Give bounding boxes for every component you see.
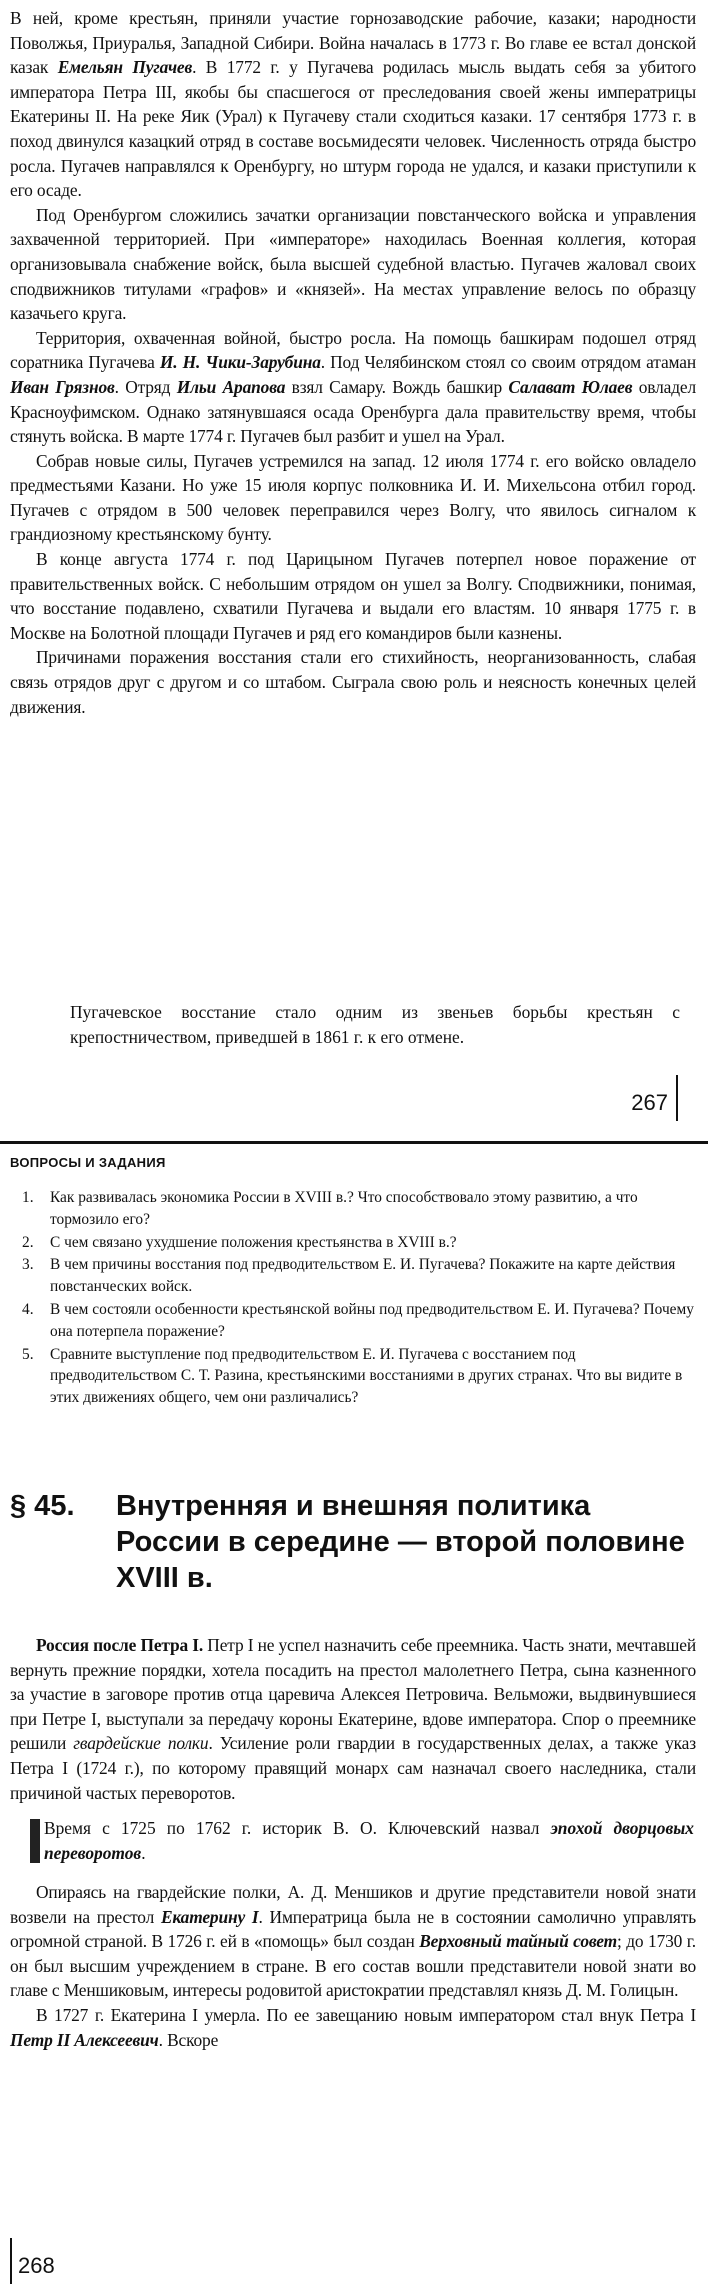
paragraph xyxy=(10,547,696,645)
question-number: 5. xyxy=(22,1345,34,1363)
question-number: 1. xyxy=(22,1189,34,1206)
question-number: 4. xyxy=(22,1300,34,1318)
paragraph xyxy=(10,449,696,547)
question-text: В чем причины восстания под предводительством Е. И. Пугачева? Покажите на карте действия повстанческих войск. xyxy=(50,1256,676,1296)
question-item xyxy=(22,1344,698,1409)
question-text: В чем состояли особенности крестьянской войны под предводительством Е. И. Пугачева? Почему она потерпела поражение? xyxy=(50,1300,694,1340)
emphasis-name: Петр II Алексеевич xyxy=(10,2029,159,2050)
page-number-rule xyxy=(10,2238,12,2284)
note-marker xyxy=(30,1819,40,1863)
page-number: 267 xyxy=(631,1090,668,1115)
section-title-line-3: XVIII в. xyxy=(116,1562,213,1594)
text-run: Территория, охваченная войной, быстро росла. На помощь башкирам подошел отряд соратника Пугачева xyxy=(10,327,696,373)
text-run: Под Оренбургом сложились зачатки организации повстанческого войска и управления захваченной территорией. При «императоре» находилась Военная коллегия, которая организовывала снабжение войск, была высшей судебной властью. Пугачев жаловал своих сподвижников титулами «графов» и «князей». На местах управление велось по образцу казачьего круга. xyxy=(10,204,696,324)
questions-heading: ВОПРОСЫ И ЗАДАНИЯ xyxy=(10,1155,166,1170)
text-run: . xyxy=(141,1843,146,1863)
emphasis-name: И. Н. Чики-Зарубина xyxy=(159,352,321,373)
text-run: В ней, кроме крестьян, приняли участие горнозаводские рабочие, казаки; народности Поволжья, Приуралья, Западной Сибири. Война началась в 1773 г. Во главе ее встал донской казак xyxy=(10,8,696,78)
emphasis-name: Салават Юлаев xyxy=(508,376,633,397)
section-title-line-2: России в середине — второй половине xyxy=(116,1526,685,1558)
question-item xyxy=(22,1232,698,1254)
question-text: С чем связано ухудшение положения крестьянства в XVIII в.? xyxy=(50,1233,457,1251)
question-item xyxy=(22,1299,698,1343)
section-body-part-1 xyxy=(10,1633,696,1805)
paragraph xyxy=(10,326,696,449)
emphasis-name: Иван Грязнов xyxy=(10,376,115,397)
conclusion-note: Пугачевское восстание стало одним из звеньев борьбы крестьян с крепостничеством, приведшей в 1861 г. к его отмене. xyxy=(70,1002,680,1047)
emphasis-name: Емельян Пугачев xyxy=(57,57,193,78)
text-run: ; до 1730 г. он был высшим учреждением в стране. В его состав вошли представители новой знати во главе с Меншиковым, интересы родовитой аристократии представлял князь Д. М. Голицын. xyxy=(10,1931,696,2001)
question-text: Как развивалась экономика России в XVIII в.? Что способствовало этому развитию, а что тормозило его? xyxy=(50,1189,638,1228)
text-run: . Усиление роли гвардии в государственных делах, а также указ Петра I (1724 г.), по которому правящий монарх сам назначал своего наследника, стали причиной частых переворотов. xyxy=(10,1733,696,1803)
paragraph xyxy=(10,6,696,203)
paragraph xyxy=(10,1633,696,1805)
question-number: 3. xyxy=(22,1256,34,1274)
questions-list xyxy=(22,1187,698,1410)
paragraph xyxy=(10,203,696,326)
text-run: В 1727 г. Екатерина I умерла. По ее завещанию новым императором стал внук Петра I xyxy=(36,2004,696,2025)
emphasis-name: Ильи Арапова xyxy=(176,376,286,397)
text-run: . Отряд xyxy=(114,376,177,397)
text-run: Собрав новые силы, Пугачев устремился на запад. 12 июля 1774 г. его войско овладело предместьями Казани. Но уже 15 июля корпус полковника И. И. Михельсона отбил город. Пугачев с отрядом в 500 человек переправился через Волгу, что явилось сигналом к грандиозному крестьянскому бунту. xyxy=(10,450,696,545)
question-number: 2. xyxy=(22,1233,34,1251)
emphasis-name: Екатерину I xyxy=(160,1906,259,1927)
text-run: . Императрица была не в состоянии самолично управлять огромной страной. В 1726 г. ей в «помощь» был создан xyxy=(10,1906,697,1952)
text-run: . Вскоре xyxy=(158,2029,219,2050)
page-268 xyxy=(0,1143,708,2294)
paragraph-lead: Россия после Петра I. xyxy=(36,1635,204,1655)
main-text-column xyxy=(10,6,696,719)
page-number: 268 xyxy=(18,2253,55,2278)
question-item xyxy=(22,1187,698,1231)
question-item xyxy=(22,1254,698,1298)
text-run: В конце августа 1774 г. под Царицыном Пугачев потерпел новое поражение от правительственных войск. С небольшим отрядом он ушел за Волгу. Сподвижники, понимая, что восстание подавлено, схватили Пугачева и выдали его властям. 10 января 1775 г. в Москве на Болотной площади Пугачев и ряд его командиров были казнены. xyxy=(10,549,696,643)
question-text: Сравните выступление под предводительством Е. И. Пугачева с восстанием под предводительством С. Т. Разина, крестьянскими восстаниями в других странах. Что вы видите в этих движениях общего, чем они различались? xyxy=(50,1345,683,1407)
page-267 xyxy=(0,0,708,1143)
historian-note xyxy=(44,1816,694,1866)
paragraph xyxy=(10,645,696,719)
text-run: Время с 1725 по 1762 г. историк В. О. Ключевский назвал xyxy=(44,1818,551,1838)
text-run: овладел Красноуфимском. Однако затянувшаяся осада Оренбурга дала правительству время, чтобы стянуть войска. В марте 1774 г. Пугачев был разбит и ушел на Урал. xyxy=(10,376,696,447)
text-run: взял Самару. Вождь башкир xyxy=(285,376,509,397)
section-title xyxy=(10,1488,700,1596)
section-number: § 45. xyxy=(10,1490,75,1522)
emphasis-term: гвардейские полки xyxy=(73,1733,209,1754)
section-title-line-1: Внутренняя и внешняя политика xyxy=(116,1490,591,1522)
text-run: . Под Челябинском стоял со своим отрядом атаман xyxy=(320,352,696,373)
text-body-page-267 xyxy=(10,6,696,719)
text-run: Причинами поражения восстания стали его стихийность, неорганизованность, слабая связь отрядов друг с другом и со штабом. Сыграла свою роль и неясность конечных целей движения. xyxy=(10,647,696,717)
emphasis-name: Верховный тайный совет xyxy=(419,1931,617,1952)
text-run: . В 1772 г. у Пугачева родилась мысль выдать себя за убитого императора Петра III, якобы бы спасшегося от преследования своей жены императрицы Екатерины II. На реке Яик (Урал) к Пугачеву стали сходиться казаки. 17 сентября 1773 г. в поход двинулся казацкий отряд в составе восьмидесяти человек. Численность отряда быстро росла. Пугачев направлялся к Оренбургу, но штурм города не удался, и казаки приступили к его осаде. xyxy=(10,57,696,201)
emphasis-name: эпохой дворцовых переворотов xyxy=(44,1818,695,1863)
text-run: Петр I не успел назначить себе преемника. Часть знати, мечтавшей вернуть прежние порядки, хотела посадить на престол малолетнего Петра, сына казненного за участие в заговоре против отца царевича Алексея Петровича. Вельможи, выдвинувшиеся при Петре I, выступали за передачу короны Екатерине, вдове императора. Спор о преемнике решили xyxy=(10,1635,696,1754)
text-run: Опираясь на гвардейские полки, А. Д. Меншиков и другие представители новой знати возвели на престол xyxy=(10,1882,696,1927)
section-body-part-2 xyxy=(10,1880,696,2052)
paragraph xyxy=(10,1880,696,2003)
page-number-rule xyxy=(676,1075,678,1121)
paragraph xyxy=(10,2003,696,2052)
